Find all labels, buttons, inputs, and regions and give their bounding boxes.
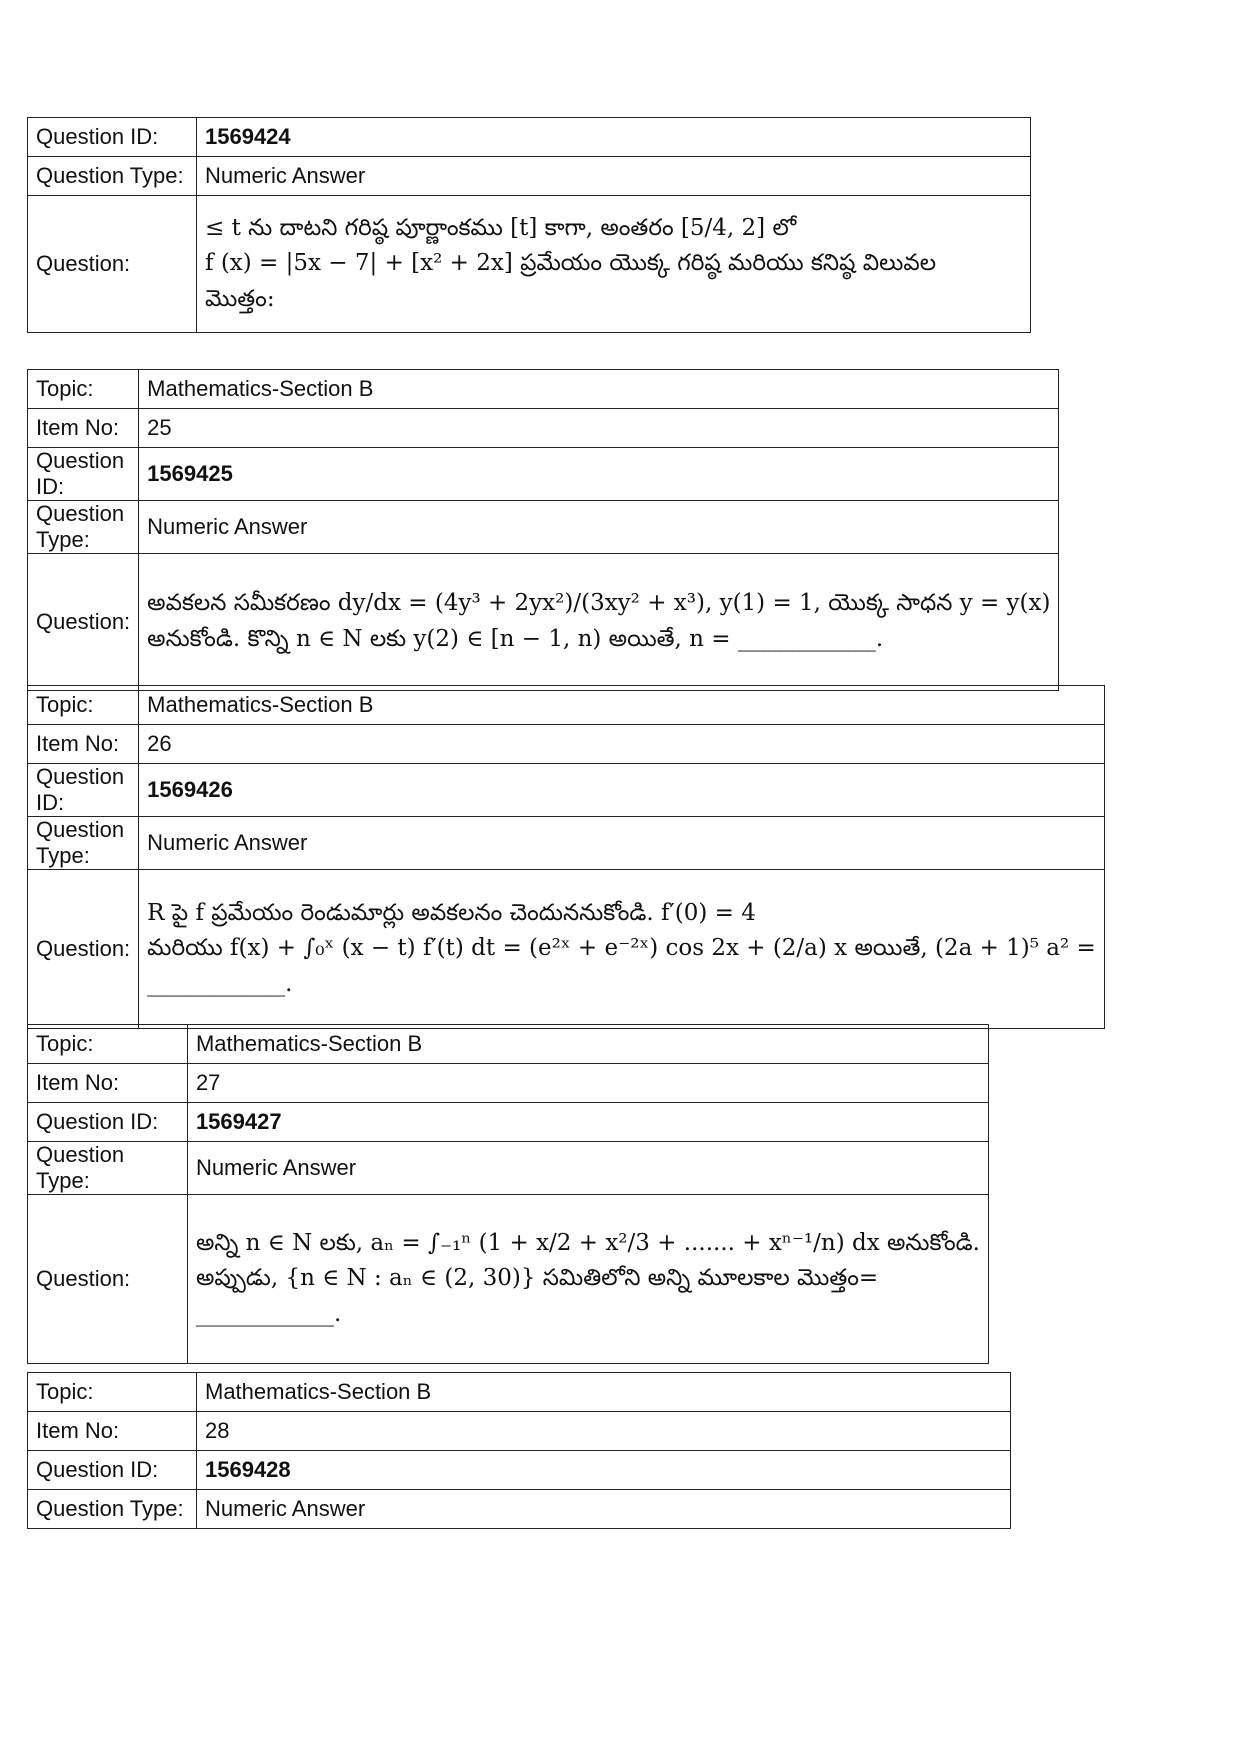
item-no-value: 27 [187,1064,988,1103]
topic-value: Mathematics-Section B [187,1025,988,1064]
question-id-value: 1569426 [139,764,1105,817]
question-label: Question: [28,554,139,691]
item-no-label: Item No: [28,1412,197,1451]
table-row [28,1142,989,1195]
question-line: అవకలన సమీకరణం dy/dx = (4y³ + 2yx²)/(3xy² + x³), y(1) = 1, యొక్క సాధన y = y(x) [147,590,1051,617]
question-line: మరియు f(x) + ∫₀ˣ (x − t) f′(t) dt = (e²ˣ + e⁻²ˣ) cos 2x + (2/a) x అయితే, (2a + 1)⁵ a² = [147,935,1096,962]
question-line: ____________. [195,1300,342,1327]
table-row [28,1451,1011,1490]
question-text [187,1195,988,1364]
question-type-value: Numeric Answer [139,817,1105,870]
question-line: అప్పుడు, {n ∈ N : aₙ ∈ (2, 30)} సమితిలోని అన్ని మూలకాల మొత్తం= [195,1265,879,1292]
table-row [28,870,1105,1029]
question-line: అనుకోండి. కొన్ని n ∈ N లకు y(2) ∈ [n − 1, n) అయితే, n = ____________. [147,626,884,652]
table-row [28,764,1105,817]
question-table-4 [27,1024,989,1364]
table-row [28,157,1031,196]
item-no-label: Item No: [28,725,139,764]
question-id-value: 1569424 [197,118,1031,157]
table-row [28,1195,989,1364]
topic-label: Topic: [28,1025,188,1064]
table-row [28,409,1059,448]
question-type-value: Numeric Answer [187,1142,988,1195]
question-table-3 [27,685,1105,1029]
question-type-label: Question Type: [28,1490,197,1529]
topic-label: Topic: [28,1373,197,1412]
item-no-label: Item No: [28,409,139,448]
question-id-label: Question ID: [28,118,197,157]
item-no-label: Item No: [28,1064,188,1103]
question-line: అన్ని n ∈ N లకు, aₙ = ∫₋₁ⁿ (1 + x/2 + x²/3 + ....... + xⁿ⁻¹/n) dx అనుకోండి. [195,1229,980,1256]
question-text [139,554,1059,691]
table-row [28,370,1059,409]
question-table-1 [27,117,1031,333]
question-line: మొత్తం: [205,285,275,312]
table-row [28,501,1059,554]
table-row [28,1064,989,1103]
item-no-value: 28 [197,1412,1011,1451]
table-row [28,118,1031,157]
topic-label: Topic: [28,686,139,725]
question-id-label: Question ID: [28,764,139,817]
question-id-value: 1569425 [139,448,1059,501]
table-row [28,1412,1011,1451]
question-type-value: Numeric Answer [197,1490,1011,1529]
table-row [28,1025,989,1064]
question-id-label: Question ID: [28,448,139,501]
question-line: ≤ t ను దాటని గరిష్ఠ పూర్ణాంకము [t] కాగా, అంతరం [5/4, 2] లో [205,214,797,241]
table-row [28,196,1031,333]
question-text [139,870,1105,1029]
question-text [197,196,1031,333]
table-row [28,554,1059,691]
question-id-value: 1569427 [187,1103,988,1142]
question-type-value: Numeric Answer [197,157,1031,196]
question-label: Question: [28,1195,188,1364]
item-no-value: 25 [139,409,1059,448]
question-table-2 [27,369,1059,691]
question-id-value: 1569428 [197,1451,1011,1490]
question-type-label: Question Type: [28,817,139,870]
table-row [28,1373,1011,1412]
question-line: f (x) = |5x − 7| + [x² + 2x] ప్రమేయం యొక్క గరిష్ఠ మరియు కనిష్ఠ విలువల [205,250,937,277]
question-type-label: Question Type: [28,157,197,196]
question-id-label: Question ID: [28,1451,197,1490]
topic-value: Mathematics-Section B [139,370,1059,409]
question-label: Question: [28,196,197,333]
question-type-label: Question Type: [28,1142,188,1195]
question-line: R పై f ప్రమేయం రెండుమార్లు అవకలనం చెందుననుకోండి. f′(0) = 4 [147,899,756,926]
table-row [28,686,1105,725]
table-row [28,448,1059,501]
topic-label: Topic: [28,370,139,409]
question-line: ____________. [147,970,293,997]
question-label: Question: [28,870,139,1029]
table-row [28,817,1105,870]
item-no-value: 26 [139,725,1105,764]
table-row [28,725,1105,764]
table-row [28,1103,989,1142]
table-row [28,1490,1011,1529]
question-type-label: Question Type: [28,501,139,554]
question-id-label: Question ID: [28,1103,188,1142]
topic-value: Mathematics-Section B [139,686,1105,725]
topic-value: Mathematics-Section B [197,1373,1011,1412]
question-table-5 [27,1372,1011,1529]
question-type-value: Numeric Answer [139,501,1059,554]
